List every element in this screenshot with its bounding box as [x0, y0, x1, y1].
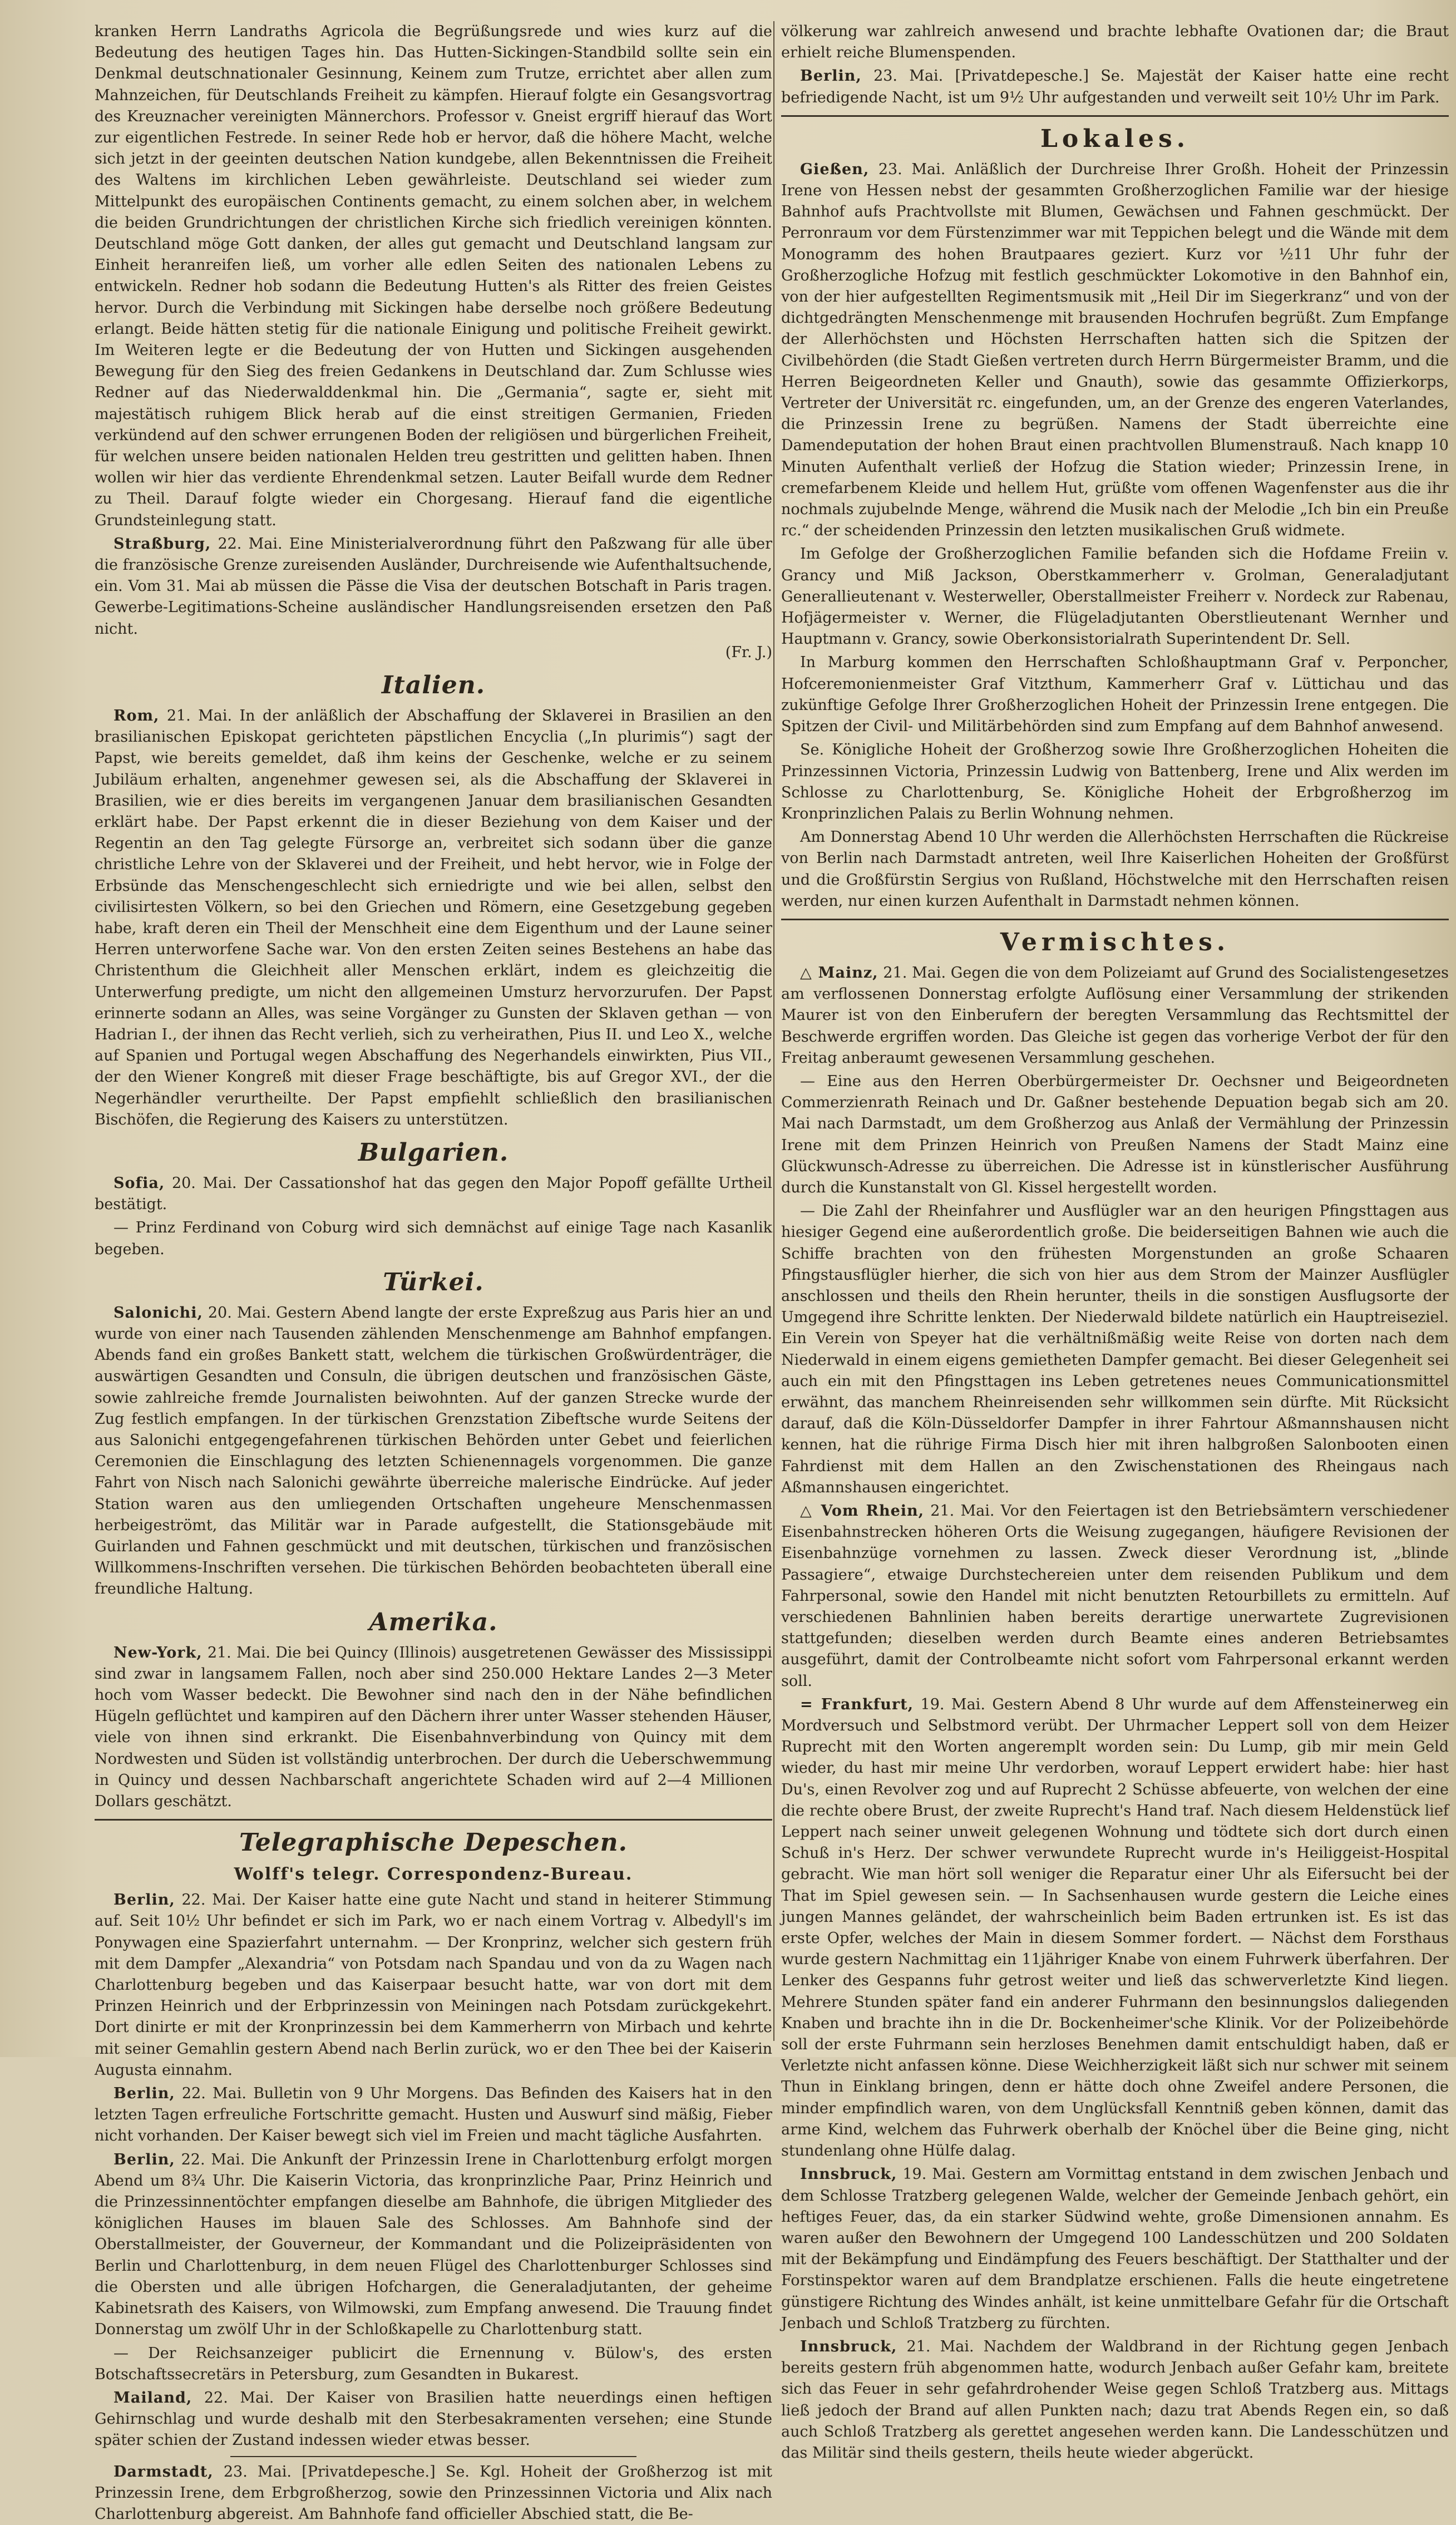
- article-frankfurt: = Frankfurt, 19. Mai. Gestern Abend 8 Uhr wurde auf dem Affensteinerweg ein Mordversuch und Selbstmord verübt. Der Uhrmacher Leppert soll von dem Heizer Ruprecht mit den Worten angeremplt worden sein: Du Lump, gib mir mein Geld wieder, du hast mir meine Uhr verdorben, worauf Leppert erwidert habe: hier hast Du's, einen Revolver zog und auf Ruprecht 2 Schüsse abfeuerte, von welchen der eine die rechte obere Brust, der zweite Ruprecht's Hand traf. Nach diesem Heldenstück lief Leppert nach seiner unweit gelegenen Wohnung und tödtete sich dort durch einen Schuß in's Herz. Der schwer verwundete Ruprecht wurde in's Heiliggeist-Hospital gebracht. Wie man hört soll weniger die Reparatur einer Uhr als Eifersucht bei der That im Spiel gewesen sein. — In Sachsenhausen wurde gestern die Leiche eines jungen Mannes geländet, der wahrscheinlich beim Baden ertrunken ist. Es ist das erste Opfer, welches der Main in diesem Sommer fordert. — Nächst dem Forsthaus wurde gestern Nachmittag ein 11jähriger Knabe von einem Fuhrwerk überfahren. Der Lenker des Gespanns fuhr getrost weiter und ließ das schwerverletzte Kind liegen. Mehrere Stunden später fand ein anderer Fuhrmann den besinnungslos daliegenden Knaben und brachte ihn in die Dr. Bockenheimer'sche Klinik. Vor der Polizeibehörde soll der erste Fuhrmann sein herzloses Benehmen damit entschuldigt haben, daß er Verletzte nicht anfassen könne. Diese Weichherzigkeit läßt sich nur schwer mit seinem Thun in Einklang bringen, denn er hätte doch ohne Zweifel andere Personen, die minder empfindlich waren, von dem Unglücksfall Kenntniß geben können, damit das arme Kind, welchem das Fuhrwerk oberhalb der Knöchel über die Beine ging, nicht stundenlang ohne Hülfe dalag.: [781, 1695, 1449, 2160]
- article-giessen: Gießen, 23. Mai. Anläßlich der Durchreise Ihrer Großh. Hoheit der Prinzessin Irene von Hessen nebst der gesammten Großherzoglichen Familie war der hiesige Bahnhof aufs Prachtvollste mit Blumen, Gewächsen und Fahnen geschmückt. Der Perronraum vor dem Fürstenzimmer war mit Teppichen belegt und die Wände mit dem Monogramm des hohen Brautpaares geziert. Kurz vor ½11 Uhr fuhr der Großherzogliche Hofzug mit festlich geschmückter Lokomotive in den Bahnhof ein, von der hier aufgestellten Regimentsmusik mit „Heil Dir im Siegerkranz“ und von der dichtgedrängten Menschenmenge mit brausenden Hochrufen begrüßt. Zum Empfange der Allerhöchsten und Höchsten Herrschaften hatten sich die Spitzen der Civilbehörden (die Stadt Gießen vertreten durch Herrn Bürgermeister Bramm, und die Herren Beigeordneten Keller und Gnauth), sowie das gesammte Offizierkorps, Vertreter der Universität rc. eingefunden, um, an der Grenze des engeren Vaterlandes, die Prinzessin Irene zu begrüßen. Namens der Stadt überreichte eine Damendeputation der hohen Braut einen prachtvollen Blumenstrauß. Nach knapp 10 Minuten Aufenthalt verließ der Hofzug die Station wieder; Prinzessin Irene, in cremefarbenem Kleide und hellem Hut, grüßte vom offenen Wagenfenster aus die ihr nochmals zujubelnde Menge, während die Musik nach der Melodie „Ich bin ein Preuße rc.“ der scheidenden Prinzessin den letzten musikalischen Gruß widmete.: [781, 160, 1449, 540]
- section-heading-telegraphische-depeschen: Telegraphische Depeschen.: [239, 1828, 628, 1857]
- article-new-york: New-York, 21. Mai. Die bei Quincy (Illinois) ausgetretenen Gewässer des Mississippi sind zwar in langsamem Fallen, noch aber sind 250.000 Hektare Landes 2—3 Meter hoch vom Wasser bedeckt. Die Bewohner sind nach den in der Nähe befindlichen Hügeln geflüchtet und kampiren auf den Dächern ihrer unter Wasser stehenden Häuser, viele von ihnen sind erkrankt. Die Eisenbahnverbindung von Quincy mit dem Nordwesten und Süden ist vollständig unterbrochen. Der durch die Ueberschwemmung in Quincy und dessen Nachbarschaft angerichtete Schaden wird auf 2—4 Millionen Dollars geschätzt.: [95, 1644, 772, 1811]
- article-berlin-4: Berlin, 23. Mai. [Privatdepesche.] Se. Majestät der Kaiser hatte eine recht befriedigende Nacht, ist um 9½ Uhr aufgestanden und verweilt seit 10½ Uhr im Park.: [781, 67, 1449, 106]
- article-innsbruck-1: Innsbruck, 19. Mai. Gestern am Vormittag entstand in dem zwischen Jenbach und dem Schlosse Tratzberg gelegenen Walde, welcher der Gemeinde Jenbach gehört, ein heftiges Feuer, das, da ein starker Südwind wehte, große Dimensionen annahm. Es waren außer den Bewohnern der Umgegend 100 Landesschützen und 200 Soldaten mit der Bekämpfung und Eindämpfung des Feuers beschäftigt. Der Statthalter und der Forstinspektor waren auf dem Brandplatze erschienen. Falls die heute eingetretene günstigere Richtung des Windes anhält, ist keine unmittelbare Gefahr für die Ortschaft Jenbach und Schloß Tratzberg zu fürchten.: [781, 2166, 1449, 2332]
- dateline: New-York,: [113, 1644, 203, 1661]
- dateline: Straßburg,: [113, 535, 211, 553]
- subheading-wolff-bureau: Wolff's telegr. Correspondenz-Bureau.: [234, 1865, 633, 1885]
- dateline: Berlin,: [113, 2085, 175, 2103]
- section-heading-bulgarien: Bulgarien.: [358, 1138, 509, 1167]
- article-darmstadt-continuation: völkerung war zahlreich anwesend und brachte lebhafte Ovationen dar; die Braut erhielt reiche Blumenspenden.: [781, 23, 1449, 62]
- dateline: Innsbruck,: [800, 2166, 897, 2183]
- dateline: Rom,: [113, 707, 160, 724]
- section-heading-vermischtes: Vermischtes.: [1000, 928, 1230, 956]
- article-rueckreise: Am Donnerstag Abend 10 Uhr werden die Allerhöchsten Herrschaften die Rückreise von Berlin nach Darmstadt antreten, weil Ihre Kaiserlichen Hoheiten der Großfürst und die Großfürstin Sergius von Rußland, Höchstwelche mit den Herrschaften reisen werden, nur einen kurzen Aufenthalt in Darmstadt nehmen können.: [781, 828, 1449, 910]
- article-hutten-continuation: kranken Herrn Landraths Agricola die Begrüßungsrede und wies kurz auf die Bedeutung des heutigen Tages hin. Das Hutten-Sickingen-Standbild sollte sein ein Denkmal deutschnationaler Gesinnung, Keinem zum Trutze, errichtet aber allen zum Mahnzeichen, für Deutschlands Freiheit zu kämpfen. Hierauf folgte ein Gesangsvortrag des Kreuznacher vereinigten Männerchors. Professor v. Gneist ergriff hierauf das Wort zur eigentlichen Festrede. In seiner Rede hob er hervor, daß die höhere Macht, welche sich jetzt in der geeinten deutschen Nation kundgebe, allen Bekenntnissen die Freiheit des Waltens im kirchlichen Leben gewährleiste. Deutschland sei wieder zum Mittelpunkt des europäischen Continents gemacht, zu einem solchen aber, in welchem die beiden Grundrichtungen der christlichen Kirche sich friedlich vereinigen könnten. Deutschland möge Gott danken, der alles gut gemacht und Deutschland langsam zur Einheit heranreifen ließ, um vorher alle edlen Seiten des nationalen Lebens zu entwickeln. Redner hob sodann die Bedeutung Hutten's als Ritter des freien Geistes hervor. Durch die Verbindung mit Sickingen habe derselbe noch größere Bedeutung erlangt. Beide hätten stetig für die nationale Einigung und politische Freiheit gewirkt. Im Weiteren legte er die Bedeutung der von Hutten und Sickingen ausgehenden Bewegung für den Sieg des freien Gedankens in Deutschland dar. Zum Schlusse wies Redner auf das Niederwalddenkmal hin. Die „Germania“, sagte er, sieht mit majestätisch ruhigem Blick herab auf die einst streitigen Germanien, Frieden verkündend auf den schwer errungenen Boden der religiösen und bürgerlichen Freiheit, für welchen unsere beiden nationalen Helden treu gestritten und gelitten haben. Ihnen wollen wir hier das verdiente Ehrendenkmal setzen. Lauter Beifall wurde dem Redner zu Theil. Darauf folgte wieder ein Chorgesang. Hierauf fand die eigentliche Grundsteinlegung statt.: [95, 23, 772, 529]
- section-heading-tuerkei: Türkei.: [383, 1268, 484, 1296]
- dateline: Berlin,: [113, 2151, 175, 2168]
- left-column: [95, 21, 772, 2523]
- dateline: △ Mainz,: [800, 964, 878, 982]
- dateline: Innsbruck,: [800, 2337, 897, 2355]
- article-reichsanzeiger: — Der Reichsanzeiger publicirt die Ernennung v. Bülow's, des ersten Botschaftssecretärs in Petersburg, zum Gesandten in Bukarest.: [95, 2344, 772, 2383]
- article-gefolge: Im Gefolge der Großherzoglichen Familie befanden sich die Hofdame Freiin v. Grancy und Miß Jackson, Oberstkammerherr v. Grolman, Generaladjutant Generallieutenant v. Westerweller, Oberstallmeister Freiherr v. Nordeck zur Rabenau, Hofjägermeister v. Werner, die Flügeladjutanten Oberstlieutenant Wernher und Hauptmann v. Grancy, sowie Oberkonsistorialrath Superintendent Dr. Sell.: [781, 545, 1449, 648]
- article-mainz: △ Mainz, 21. Mai. Gegen die von dem Polizeiamt auf Grund des Socialistengesetzes am verflossenen Donnerstag erfolgte Auflösung einer Versammlung der strikenden Maurer ist von den Einberufern der beregten Versammlung das Rechtsmittel der Beschwerde ergriffen worden. Das Gleiche ist gegen das vorherige Verbot der für den Freitag anberaumt gewesenen Versammlung geschehen.: [781, 964, 1449, 1067]
- dateline: Gießen,: [800, 160, 870, 178]
- article-grossherzog: Se. Königliche Hoheit der Großherzog sowie Ihre Großherzoglichen Hoheiten die Prinzessinnen Victoria, Prinzessin Ludwig von Battenberg, Irene und Alix werden im Schlosse zu Charlottenburg, Se. Königliche Hoheit der Erbgroßherzog im Kronprinzlichen Palais zu Berlin Wohnung nehmen.: [781, 741, 1449, 822]
- source-signoff: (Fr. J.): [725, 643, 772, 661]
- dateline: Berlin,: [113, 1891, 175, 1909]
- article-marburg: In Marburg kommen den Herrschaften Schloßhauptmann Graf v. Perponcher, Hofceremonienmeister Graf Vitzthum, Kammerherr Graf v. Lüttichau und das zukünftige Gefolge Ihrer Großherzoglichen Hoheit der Prinzessin Irene entgegen. Die Spitzen der Civil- und Militärbehörden sind zum Empfang auf dem Bahnhof anwesend.: [781, 654, 1449, 736]
- article-mainz-deputation: — Eine aus den Herren Oberbürgermeister Dr. Oechsner und Beigeordneten Commerzienrath Reinach und Dr. Gaßner bestehende Depuation begab sich am 20. Mai nach Darmstadt, um dem Großherzog aus Anlaß der Vermählung der Prinzessin Irene mit dem Prinzen Heinrich von Preußen Namens der Stadt Mainz eine Glückwunsch-Adresse zu überreichen. Die Adresse ist in künstlerischer Ausführung durch die Kunstanstalt von Gl. Kissel hergestellt worden.: [781, 1072, 1449, 1196]
- article-berlin-3: Berlin, 22. Mai. Die Ankunft der Prinzessin Irene in Charlottenburg erfolgt morgen Abend um 8¾ Uhr. Die Kaiserin Victoria, das kronprinzliche Paar, Prinz Heinrich und die Prinzessinnentöchter empfangen dieselbe am Bahnhofe, die übrigen Mitglieder des königlichen Hauses im blauen Sale des Schlosses. Am Bahnhofe sind der Oberstallmeister, der Gouverneur, der Kommandant und die Polizeipräsidenten von Berlin und Charlottenburg, in dem neuen Flügel des Charlottenburger Schlosses sind die Obersten und alle übrigen Hofchargen, die Generaladjutanten, der geheime Kabinetsrath des Kaisers, von Wilmowski, zum Empfang anwesend. Die Trauung findet Donnerstag um zwölf Uhr in der Schloßkapelle zu Charlottenburg statt.: [95, 2151, 772, 2339]
- article-vom-rhein: △ Vom Rhein, 21. Mai. Vor den Feiertagen ist den Betriebsämtern verschiedener Eisenbahnstrecken höheren Orts die Weisung zugegangen, häufigere Revisionen der Eisenbahnzüge vornehmen zu lassen. Zweck dieser Verordnung ist, „blinde Passagiere“, etwaige Durchstechereien unter dem reisenden Publikum und dem Fahrpersonal, sowie den Handel mit nicht benutzten Retourbillets zu ermitteln. Auf verschiedenen Bahnlinien haben bereits derartige unerwartete Zugrevisionen stattgefunden; dieselben werden durch Beamte eines anderen Betriebsamtes ausgeführt, damit der Controlbeamte nicht sofort vom Fahrpersonal erkannt werden soll.: [781, 1502, 1449, 1690]
- dateline: Berlin,: [800, 67, 862, 85]
- article-salonichi: Salonichi, 20. Mai. Gestern Abend langte der erste Expreßzug aus Paris hier an und wurde von einer nach Tausenden zählenden Menschenmenge am Bahnhof empfangen. Abends fand ein großes Bankett statt, welchem die türkischen Großwürdenträger, die auswärtigen Gesandten und Consuln, die übrigen deutschen und französischen Gäste, sowie zahlreiche fremde Journalisten beiwohnten. Auf der ganzen Strecke wurde der Zug festlich empfangen. In der türkischen Grenzstation Zibeftsche wurde Seitens der aus Salonichi entgegengefahrenen türkischen Behörden unter Gebet und feierlichen Ceremonien die Einschlagung des letzten Schienennagels vorgenommen. Die ganze Fahrt von Nisch nach Salonichi gewährte überreiche malerische Eindrücke. Auf jeder Station waren aus den umliegenden Ortschaften ungeheure Menschenmassen herbeigeströmt, das Militär war in Parade aufgestellt, die Stationsgebäude mit Guirlanden und Fahnen geschmückt und mit deutschen, türkischen und französischen Willkommens-Inschriften versehen. Die türkischen Behörden beobachteten überall eine freundliche Haltung.: [95, 1304, 772, 1598]
- dateline: = Frankfurt,: [800, 1695, 914, 1713]
- article-rheinfahrer: — Die Zahl der Rheinfahrer und Ausflügler war an den heurigen Pfingsttagen aus hiesiger Gegend eine außerordentlich große. Die beiderseitigen Bahnen wie auch die Schiffe brachten von den frühesten Morgenstunden an große Schaaren Pfingstausflügler hierher, die sich von hier aus dem Strom der Mainzer Ausflügler anschlossen und theils den Rhein herunter, theils in die sonstigen Ausflugsorte der Umgegend ihre Schritte lenkten. Der Niederwald bildete natürlich ein Hauptreiseziel. Ein Verein von Speyer hat die verhältnißmäßig weite Reise von dorten nach dem Niederwald in einem eigens gemietheten Dampfer gemacht. Bei dieser Gelegenheit sei auch ein mit den Pfingsttagen ins Leben getretenes neues Communicationsmittel erwähnt, das manchem Rheinreisenden sehr willkommen sein dürfte. Mit Rücksicht darauf, daß die Köln-Düsseldorfer Dampfer in ihrer Fahrtour Aßmannshausen nicht kennen, hat die rührige Firma Disch hier mit ihren halbgroßen Salonbooten einen Fahrdienst mit dem Hallen an den Zwischenstationen des Rheingaus nach Aßmannshausen eingerichtet.: [781, 1202, 1449, 1496]
- section-divider: [95, 1819, 772, 1821]
- section-heading-italien: Italien.: [381, 670, 486, 699]
- right-column: [773, 21, 1449, 2462]
- section-divider: [781, 115, 1449, 117]
- article-coburg: — Prinz Ferdinand von Coburg wird sich demnächst auf einige Tage nach Kasanlik begeben.: [95, 1219, 772, 1258]
- article-mailand: Mailand, 22. Mai. Der Kaiser von Brasilien hatte neuerdings einen heftigen Gehirnschlag und wurde deshalb mit den Sterbesakramenten versehen; eine Stunde später schien der Zustand indessen wieder etwas besser.: [95, 2389, 772, 2449]
- dateline: Mailand,: [113, 2389, 193, 2406]
- article-berlin-2: Berlin, 22. Mai. Bulletin von 9 Uhr Morgens. Das Befinden des Kaisers hat in den letzten Tagen erfreuliche Fortschritte gemacht. Husten und Auswurf sind mäßig, Fieber nicht vorhanden. Der Kaiser bewegt sich viel im Freien und macht tägliche Ausfahrten.: [95, 2085, 772, 2145]
- article-innsbruck-2: Innsbruck, 21. Mai. Nachdem der Waldbrand in der Richtung gegen Jenbach bereits gestern früh abgenommen hatte, wodurch Jenbach außer Gefahr kam, breitete sich das Feuer in sehr gefahrdrohender Weise gegen Schloß Tratzberg aus. Mittags ließ jedoch der Brand auf allen Punkten nach; dazu trat Abends Regen ein, so daß auch Schloß Tratzberg als gerettet angesehen werden kann. Die Landesschützen und das Militär sind theils gestern, theils heute wieder abgerückt.: [781, 2337, 1449, 2462]
- dateline: △ Vom Rhein,: [800, 1502, 925, 1520]
- section-heading-amerika: Amerika.: [369, 1607, 498, 1636]
- section-heading-lokales: Lokales.: [1040, 124, 1190, 153]
- article-rom: Rom, 21. Mai. In der anläßlich der Abschaffung der Sklaverei in Brasilien an den brasilianischen Episkopat gerichteten päpstlichen Encyclia („In plurimis“) sagt der Papst, wie bereits gemeldet, daß ihm keins der Geschenke, welche er zu seinem Jubiläum erhalten, angenehmer gewesen sei, als die Abschaffung der Sklaverei in Brasilien, wie er dies bereits im vergangenen Januar dem brasilianischen Gesandten erklärt habe. Der Papst erkennt die in dieser Beziehung von dem Kaiser und der Regentin an den Tag gelegte Fürsorge an, verbreitet sich sodann über die ganze christliche Lehre von der Sklaverei und der Freiheit, und hebt hervor, wie in Folge der Erbsünde das Menschengeschlecht sich erniedrigte und wie bei allen, selbst den civilisirtesten Völkern, so bei den Griechen und Römern, eine Gesetzgebung gegeben habe, kraft deren ein Theil der Menschheit eine dem Eigenthum und der Laune seiner Herren unterworfene Sache war. Von den ersten Zeiten seines Bestehens an habe das Christenthum die Gleichheit aller Menschen erklärt, indem es gleichzeitig die Unterwerfung predigte, um nicht den allgemeinen Umsturz hervorzurufen. Der Papst erinnerte sodann an Alles, was seine Vorgänger zu Gunsten der Sklaven gethan — von Hadrian I., der ihnen das Recht verlieh, sich zu verheirathen, Pius II. und Leo X., welche auf Spanien und Portugal wegen Abschaffung des Negerhandels einwirkten, Pius VII., der den Wiener Kongreß mit dieser Frage beschäftigte, bis auf Gregor XVI., der die Negerhändler verurtheilte. Der Papst empfiehlt schließlich den brasilianischen Bischöfen, die Regierung des Kaisers zu unterstützen.: [95, 707, 772, 1128]
- article-darmstadt: Darmstadt, 23. Mai. [Privatdepesche.] Se. Kgl. Hoheit der Großherzog ist mit Prinzessin Irene, dem Erbgroßherzog, sowie den Prinzessinnen Victoria und Alix nach Charlottenburg abgereist. Am Bahnhofe fand officieller Abschied statt, die Be-: [95, 2463, 772, 2523]
- dateline: Salonichi,: [113, 1304, 203, 1321]
- article-sofia: Sofia, 20. Mai. Der Cassationshof hat das gegen den Major Popoff gefällte Urtheil bestätigt.: [95, 1174, 772, 1214]
- article-divider: [230, 2456, 637, 2457]
- article-strassburg: Straßburg, 22. Mai. Eine Ministerialverordnung führt den Paßzwang für alle über die französische Grenze zureisenden Ausländer, Durchreisende wie Aufenthaltsuchende, ein. Vom 31. Mai ab müssen die Pässe die Visa der deutschen Botschaft in Paris tragen. Gewerbe-Legitimations-Scheine ausländischer Handlungsreisenden ersetzen den Paß nicht.: [95, 535, 772, 638]
- section-divider: [781, 919, 1449, 920]
- dateline: Darmstadt,: [113, 2463, 214, 2480]
- dateline: Sofia,: [113, 1174, 165, 1192]
- article-berlin-1: Berlin, 22. Mai. Der Kaiser hatte eine gute Nacht und stand in heiterer Stimmung auf. Seit 10½ Uhr befindet er sich im Park, wo er nach einem Vortrag v. Albedyll's im Ponywagen eine Spazierfahrt unternahm. — Der Kronprinz, welcher sich gestern früh mit dem Dampfer „Alexandria“ von Potsdam nach Spandau und von da zu Wagen nach Charlottenburg begeben und das Kaiserpaar besucht hatte, war von dort mit dem Prinzen Heinrich und der Erbprinzessin von Meiningen nach Potsdam zurückgekehrt. Dort dinirte er mit der Kronprinzessin bei dem Kammerherrn von Mirbach und kehrte mit seiner Gemahlin gestern Abend nach Berlin zurück, wo er den Thee bei der Kaiserin Augusta einnahm.: [95, 1891, 772, 2079]
